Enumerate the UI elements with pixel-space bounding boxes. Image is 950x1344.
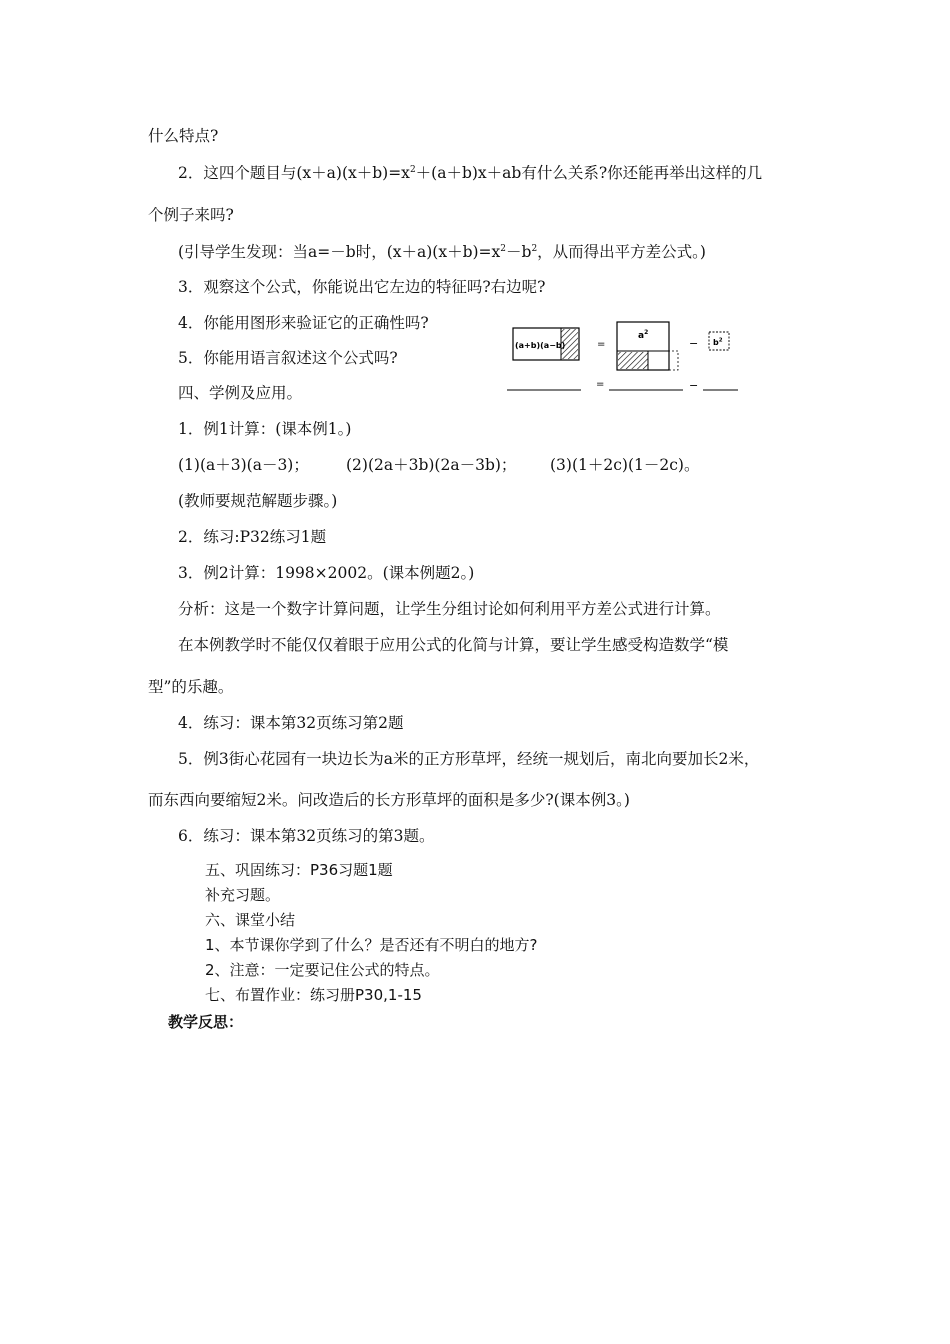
exercise-1: (1)(a＋3)(a－3)； bbox=[178, 456, 309, 474]
text-fragment: ，从而得出平方差公式。) bbox=[537, 243, 706, 261]
text-line bbox=[178, 455, 700, 475]
text-line: 2、注意：一定要记住公式的特点。 bbox=[205, 961, 440, 979]
superscript: 2 bbox=[409, 165, 416, 175]
text-line: 1、本节课你学到了什么？是否还有不明白的地方? bbox=[205, 936, 538, 954]
text-line: 在本例教学时不能仅仅着眼于应用公式的化简与计算，要让学生感受构造数学“模 bbox=[178, 636, 729, 654]
text-line: 4．你能用图形来验证它的正确性吗? bbox=[178, 314, 429, 332]
text-line: 型”的乐趣。 bbox=[148, 678, 234, 696]
text-line: 分析：这是一个数字计算问题，让学生分组讨论如何利用平方差公式进行计算。 bbox=[178, 600, 721, 618]
text-line: 5．你能用语言叙述这个公式吗? bbox=[178, 349, 398, 367]
text-line bbox=[178, 242, 706, 262]
text-line bbox=[178, 163, 762, 183]
text-line: 五、巩固练习：P36习题1题 bbox=[205, 861, 393, 879]
text-line: 个例子来吗? bbox=[148, 206, 234, 224]
text-line: 而东西向要缩短2米。问改造后的长方形草坪的面积是多少?(课本例3。) bbox=[148, 791, 630, 809]
text-line: (教师要规范解题步骤。) bbox=[178, 492, 338, 510]
text-line: 七、布置作业：练习册P30,1-15 bbox=[205, 986, 422, 1004]
text-fragment: 2．这四个题目与(x＋a)(x＋b)=x bbox=[178, 164, 410, 182]
text-line: 5．例3街心花园有一块边长为a米的正方形草坪，经统一规划后，南北向要加长2米， bbox=[178, 750, 760, 768]
equals-sign: = bbox=[597, 339, 606, 350]
text-line: 3．观察这个公式，你能说出它左边的特征吗?右边呢? bbox=[178, 278, 546, 296]
superscript: 2 bbox=[500, 244, 506, 254]
exercise-3: (3)(1＋2c)(1－2c)。 bbox=[550, 456, 700, 474]
minus-sign-2: − bbox=[689, 379, 699, 392]
text-line: 3．例2计算：1998×2002。(课本例题2。) bbox=[178, 564, 475, 582]
text-line: 四、学例及应用。 bbox=[178, 384, 303, 402]
superscript: 2 bbox=[531, 244, 538, 254]
product-label: (a+b)(a−b) bbox=[515, 341, 566, 350]
text-line: 补充习题。 bbox=[205, 886, 281, 904]
text-fragment: ＋(a＋b)x＋ab有什么关系?你还能再举出这样的几 bbox=[415, 164, 763, 182]
text-fragment: (引导学生发现：当a=－b时，(x＋a)(x＋b)=x bbox=[178, 243, 501, 261]
minus-sign: − bbox=[689, 337, 699, 350]
text-line: 什么特点? bbox=[148, 127, 219, 145]
a2-exponent: 2 bbox=[644, 329, 649, 336]
exercise-2: (2)(2a＋3b)(2a－3b)； bbox=[346, 456, 517, 474]
text-line: 1．例1计算：(课本例1。) bbox=[178, 420, 352, 438]
b2-label bbox=[713, 338, 723, 348]
a2-base: a bbox=[638, 331, 645, 341]
b2-base: b bbox=[713, 338, 719, 347]
area-diagram bbox=[505, 320, 745, 400]
hatched-block bbox=[618, 352, 648, 369]
b2-exponent: 2 bbox=[718, 337, 723, 344]
text-line: 2．练习:P32练习1题 bbox=[178, 528, 327, 546]
text-line: 6．练习：课本第32页练习的第3题。 bbox=[178, 827, 435, 845]
text-fragment: －b bbox=[506, 243, 532, 261]
text-line: 4．练习：课本第32页练习第2题 bbox=[178, 714, 404, 732]
reflection-heading: 教学反思： bbox=[168, 1013, 244, 1031]
text-line: 六、课堂小结 bbox=[205, 911, 296, 929]
equals-sign-2: = bbox=[596, 379, 605, 390]
